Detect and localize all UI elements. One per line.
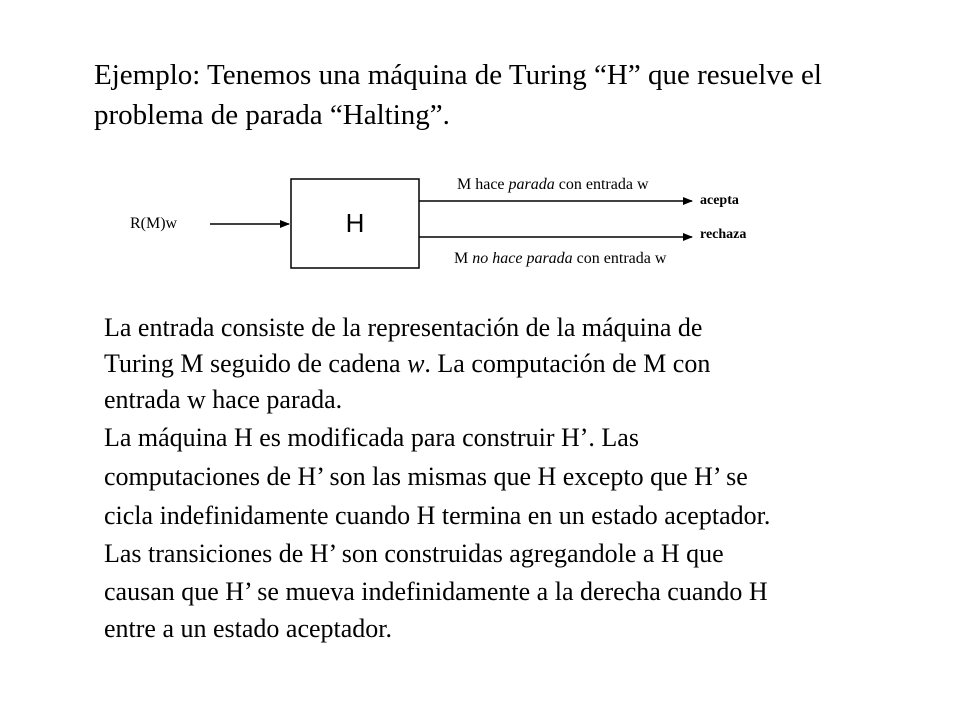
reject-label: rechaza [700, 227, 747, 242]
machine-label: H [345, 208, 365, 238]
body-line-9: entre a un estado aceptador. [104, 614, 393, 643]
title-line-1: Ejemplo: Tenemos una máquina de Turing “H” que resuelve el [94, 59, 822, 91]
body-line-5: computaciones de H’ son las mismas que H excepto que H’ se [104, 462, 748, 491]
input-label: R(M)w [130, 215, 178, 232]
body-line-7: Las transiciones de H’ son construidas agregandole a H que [104, 539, 724, 568]
title-line-2: problema de parada “Halting”. [94, 99, 450, 131]
accept-label: acepta [700, 193, 739, 208]
body-line-4: La máquina H es modificada para construir H’. Las [104, 423, 639, 452]
body-line-1: La entrada consiste de la representación de la máquina de [104, 313, 703, 342]
body-line-8: causan que H’ se mueva indefinidamente a la derecha cuando H [104, 577, 768, 606]
body-line-3: entrada w hace parada. [104, 385, 343, 414]
halting-machine-diagram [0, 0, 960, 300]
body-line-2: Turing M seguido de cadena w. La computación de M con [104, 349, 711, 378]
body-line-6: cicla indefinidamente cuando H termina en un estado aceptador. [104, 501, 771, 530]
not-halts-caption: M no hace parada con entrada w [454, 250, 667, 267]
halts-caption: M hace parada con entrada w [457, 176, 649, 193]
